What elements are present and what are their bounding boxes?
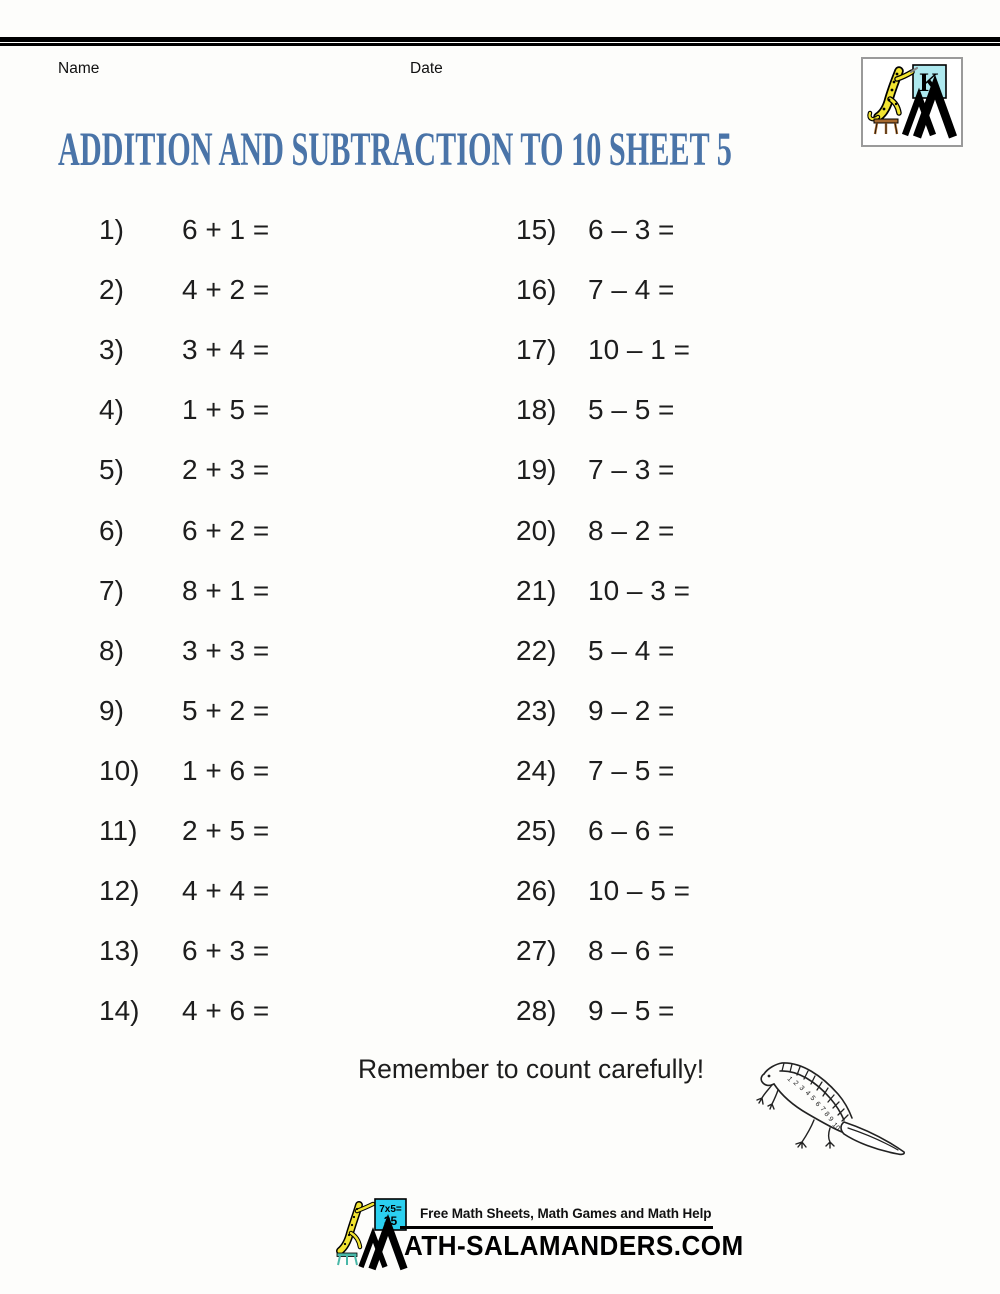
problems-left-column: [99, 200, 269, 1041]
problem-row: [99, 500, 269, 560]
newt-number: 3: [797, 1084, 806, 1093]
problem-number: 9): [99, 694, 124, 726]
problem-row: [516, 621, 690, 681]
problem-number: 26): [516, 875, 557, 907]
problem-number: 2): [99, 274, 124, 306]
top-border-rule: [0, 37, 1000, 46]
problem-expression: 10 – 1 =: [588, 334, 690, 366]
logo-board-letter: K: [919, 68, 940, 97]
problem-number: 28): [516, 995, 557, 1027]
page-title: ADDITION AND SUBTRACTION TO 10 SHEET 5: [58, 123, 732, 176]
problem-expression: 5 + 2 =: [182, 694, 270, 726]
problem-expression: 2 + 3 =: [182, 454, 270, 486]
problem-row: [99, 440, 269, 500]
problem-number: 25): [516, 814, 557, 846]
problem-row: [516, 741, 690, 801]
problem-number: 27): [516, 935, 557, 967]
problem-number: 22): [516, 634, 557, 666]
newt-number: 5: [808, 1094, 817, 1103]
problem-number: 17): [516, 334, 557, 366]
problem-expression: 6 – 3 =: [588, 214, 675, 246]
problem-number: 4): [99, 394, 124, 426]
problem-expression: 10 – 5 =: [588, 875, 690, 907]
problem-expression: 3 + 4 =: [182, 334, 270, 366]
problem-row: [516, 681, 690, 741]
problem-row: [516, 500, 690, 560]
problem-row: [99, 260, 269, 320]
problem-number: 7): [99, 574, 124, 606]
problem-number: 8): [99, 634, 124, 666]
problem-row: [99, 621, 269, 681]
problem-number: 15): [516, 214, 557, 246]
newt-number: 9: [826, 1115, 835, 1124]
problem-expression: 7 – 4 =: [588, 274, 675, 306]
problem-expression: 10 – 3 =: [588, 574, 690, 606]
problem-expression: 6 + 3 =: [182, 935, 270, 967]
problem-row: [516, 981, 690, 1041]
problem-number: 20): [516, 514, 557, 546]
problem-expression: 4 + 2 =: [182, 274, 270, 306]
problem-row: [516, 380, 690, 440]
problem-row: [516, 320, 690, 380]
problem-number: 16): [516, 274, 557, 306]
problem-row: [516, 801, 690, 861]
problem-row: [99, 561, 269, 621]
problem-expression: 8 + 1 =: [182, 574, 270, 606]
problem-number: 3): [99, 334, 124, 366]
problem-row: [99, 741, 269, 801]
problem-number: 21): [516, 574, 557, 606]
problem-row: [99, 981, 269, 1041]
newt-eye: [768, 1075, 771, 1078]
counting-newt-illustration: [754, 1050, 914, 1162]
footer-board-line2: 35: [383, 1214, 398, 1228]
problem-row: [516, 861, 690, 921]
problem-number: 1): [99, 214, 124, 246]
problems-right-column: [516, 200, 690, 1041]
problem-number: 5): [99, 454, 124, 486]
kindergarten-logo: [861, 57, 963, 147]
problem-row: [516, 260, 690, 320]
problem-expression: 3 + 3 =: [182, 634, 270, 666]
footer-board-line1: 7x5=: [379, 1204, 402, 1215]
problem-number: 11): [99, 814, 138, 846]
problem-row: [99, 200, 269, 260]
newt-number: 4: [803, 1089, 812, 1098]
problem-number: 13): [99, 935, 140, 967]
newt-number: 1: [785, 1075, 794, 1084]
problem-row: [516, 921, 690, 981]
problem-number: 10): [99, 754, 140, 786]
footer-divider: [400, 1226, 713, 1229]
problem-row: [99, 921, 269, 981]
problem-row: [516, 200, 690, 260]
problem-row: [99, 380, 269, 440]
name-label: Name: [58, 60, 100, 77]
problem-expression: 6 – 6 =: [588, 814, 675, 846]
problem-expression: 9 – 2 =: [588, 694, 675, 726]
problem-number: 18): [516, 394, 557, 426]
problem-expression: 1 + 6 =: [182, 754, 270, 786]
problem-expression: 1 + 5 =: [182, 394, 270, 426]
problem-expression: 2 + 5 =: [182, 814, 270, 846]
newt-number: 6: [813, 1100, 822, 1109]
problem-expression: 7 – 5 =: [588, 754, 675, 786]
problem-number: 24): [516, 754, 557, 786]
newt-number: 2: [791, 1079, 800, 1088]
problem-expression: 8 – 6 =: [588, 935, 675, 967]
newt-number: 8: [822, 1110, 831, 1119]
problem-row: [99, 801, 269, 861]
problem-row: [99, 681, 269, 741]
problem-number: 12): [99, 875, 140, 907]
problem-expression: 5 – 4 =: [588, 634, 675, 666]
problem-expression: 8 – 2 =: [588, 514, 675, 546]
problem-row: [516, 561, 690, 621]
problem-expression: 4 + 6 =: [182, 995, 270, 1027]
date-label: Date: [410, 60, 443, 77]
problem-expression: 6 + 1 =: [182, 214, 270, 246]
problem-number: 6): [99, 514, 124, 546]
problem-number: 14): [99, 995, 140, 1027]
problem-number: 23): [516, 694, 557, 726]
newt-number: 10: [830, 1121, 841, 1133]
problem-row: [516, 440, 690, 500]
logo-stool-icon: [874, 119, 898, 134]
problem-expression: 7 – 3 =: [588, 454, 675, 486]
problem-expression: 9 – 5 =: [588, 995, 675, 1027]
kindergarten-logo-icon: [863, 59, 961, 145]
footer-stool-icon: [337, 1253, 357, 1257]
footer-site-name: ATH-SALAMANDERS.COM: [404, 1230, 744, 1261]
problem-expression: 6 + 2 =: [182, 514, 270, 546]
newt-number: 7: [818, 1105, 827, 1114]
problem-expression: 5 – 5 =: [588, 394, 675, 426]
reminder-text: Remember to count carefully!: [357, 1054, 705, 1084]
problem-row: [99, 320, 269, 380]
footer-monogram-m-icon: [361, 1225, 404, 1269]
problem-row: [99, 861, 269, 921]
problem-number: 19): [516, 454, 557, 486]
footer-tagline: Free Math Sheets, Math Games and Math Help: [420, 1206, 712, 1221]
problem-expression: 4 + 4 =: [182, 875, 270, 907]
